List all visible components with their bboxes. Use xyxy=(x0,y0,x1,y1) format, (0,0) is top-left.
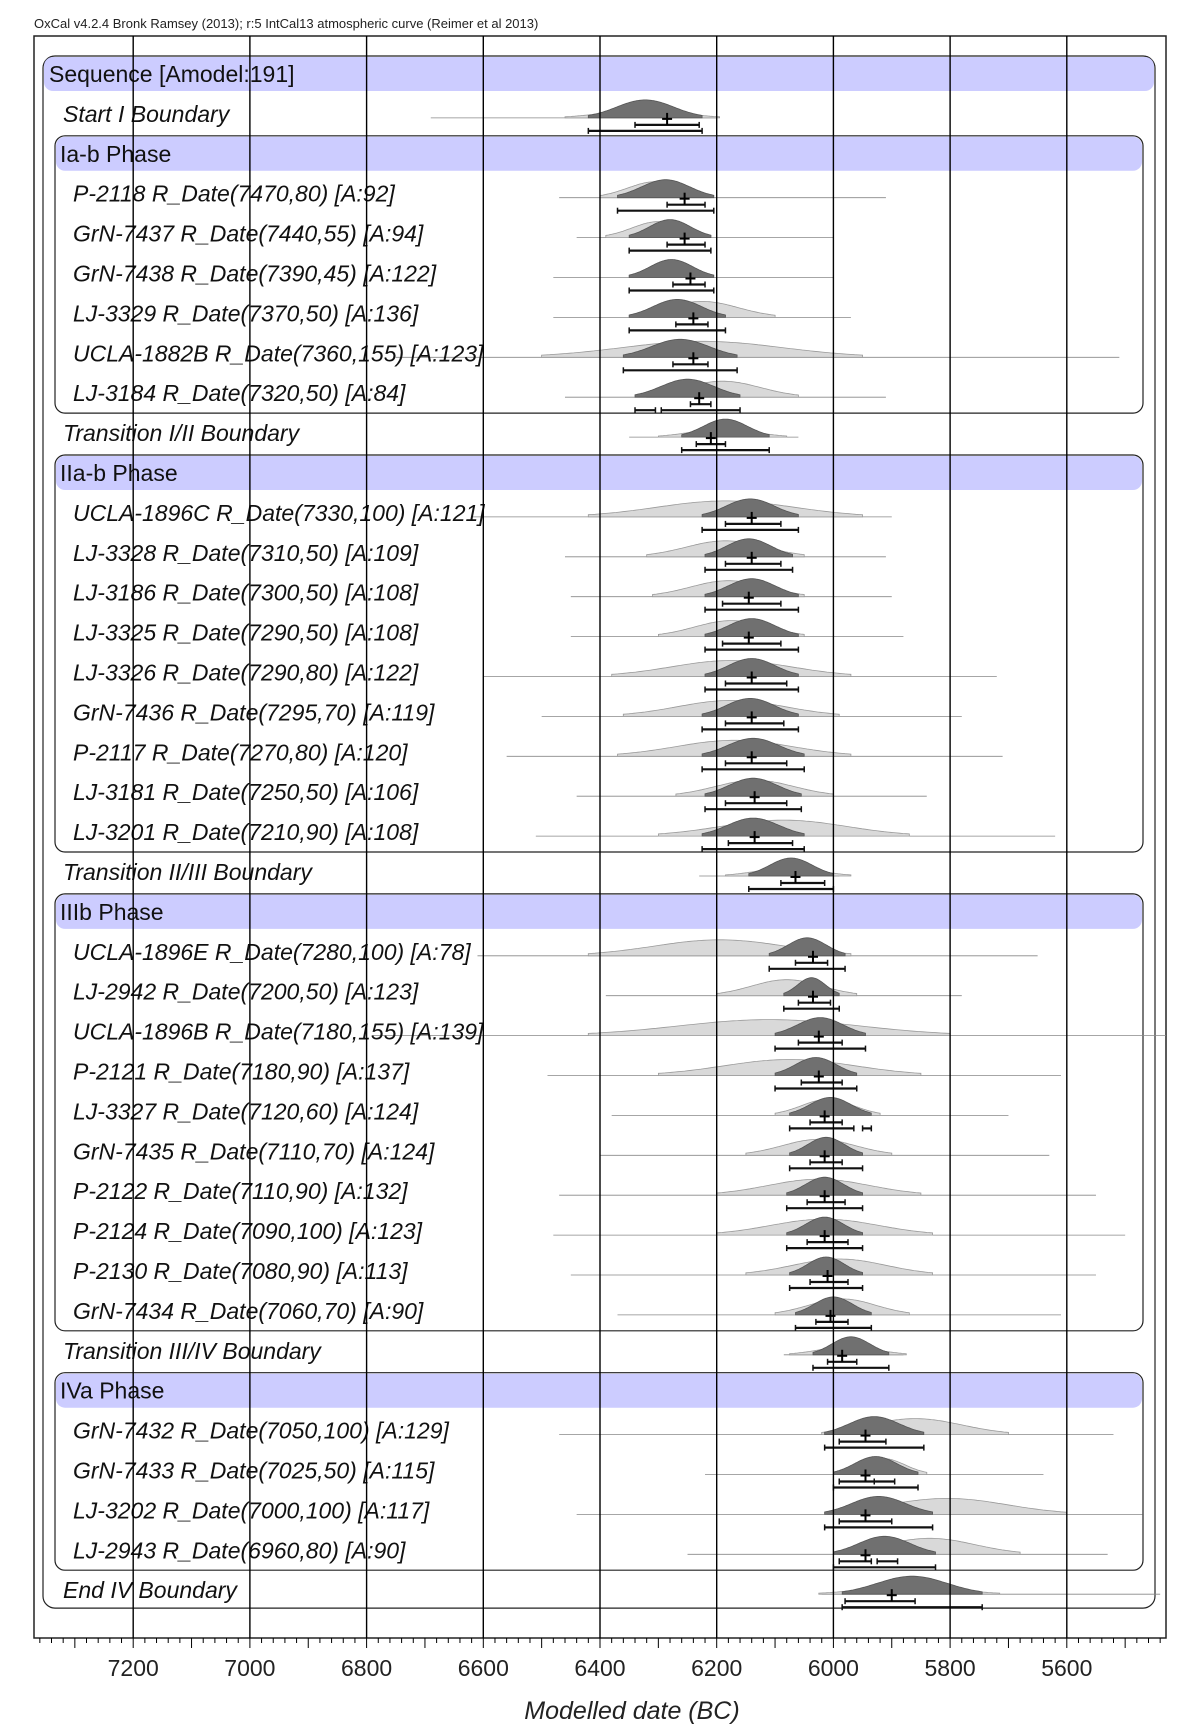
date-label: P-2121 R_Date(7180,90) [A:137] xyxy=(73,1058,410,1085)
posterior-distribution xyxy=(749,858,834,876)
date-label: UCLA-1882B R_Date(7360,155) [A:123] xyxy=(73,340,484,367)
tick-label-6600: 6600 xyxy=(457,1655,509,1681)
tick-label-5800: 5800 xyxy=(924,1655,976,1681)
date-label: P-2122 R_Date(7110,90) [A:132] xyxy=(73,1178,408,1205)
date-label: UCLA-1896E R_Date(7280,100) [A:78] xyxy=(73,938,471,965)
sequence-title: Sequence [Amodel:191] xyxy=(49,61,295,87)
phase-title: IVa Phase xyxy=(60,1377,165,1404)
boundary-label: Transition III/IV Boundary xyxy=(63,1337,321,1364)
date-label: GrN-7433 R_Date(7025,50) [A:115] xyxy=(73,1457,435,1484)
phase-header-bar xyxy=(56,895,1142,929)
posterior-distribution xyxy=(842,1576,982,1594)
boundary-label: Start I Boundary xyxy=(63,100,230,127)
boundary-label: Transition II/III Boundary xyxy=(63,859,312,885)
x-axis xyxy=(40,1638,1160,1681)
phase-header-bar xyxy=(56,456,1142,490)
date-label: LJ-3186 R_Date(7300,50) [A:108] xyxy=(73,579,419,606)
date-label: LJ-3184 R_Date(7320,50) [A:84] xyxy=(73,380,406,407)
posterior-distribution xyxy=(588,100,702,118)
date-label: P-2117 R_Date(7270,80) [A:120] xyxy=(73,739,408,766)
date-label: LJ-3327 R_Date(7120,60) [A:124] xyxy=(73,1098,419,1125)
date-label: P-2130 R_Date(7080,90) [A:113] xyxy=(73,1258,408,1284)
plot-content xyxy=(34,36,1166,1638)
date-label: UCLA-1896C R_Date(7330,100) [A:121] xyxy=(73,499,485,526)
date-label: LJ-3326 R_Date(7290,80) [A:122] xyxy=(73,659,419,686)
posterior-distribution xyxy=(682,419,770,437)
tick-label-6400: 6400 xyxy=(574,1655,626,1681)
x-axis-title: Modelled date (BC) xyxy=(524,1697,740,1725)
date-label: UCLA-1896B R_Date(7180,155) [A:139] xyxy=(73,1018,484,1045)
date-label: GrN-7438 R_Date(7390,45) [A:122] xyxy=(73,260,437,287)
phase-header-bar xyxy=(56,137,1142,171)
tick-label-6800: 6800 xyxy=(341,1655,393,1681)
tick-label-5600: 5600 xyxy=(1041,1655,1093,1681)
date-label: LJ-3181 R_Date(7250,50) [A:106] xyxy=(73,779,419,806)
tick-label-7200: 7200 xyxy=(107,1655,159,1681)
credit-line: OxCal v4.2.4 Bronk Ramsey (2013); r:5 IntCal13 atmospheric curve (Reimer et al 2013) xyxy=(34,16,539,31)
date-label: GrN-7434 R_Date(7060,70) [A:90] xyxy=(73,1297,424,1324)
date-label: LJ-2942 R_Date(7200,50) [A:123] xyxy=(73,978,419,1005)
date-label: GrN-7436 R_Date(7295,70) [A:119] xyxy=(73,699,435,726)
boundary-label: End IV Boundary xyxy=(63,1577,237,1604)
date-label: GrN-7435 R_Date(7110,70) [A:124] xyxy=(73,1138,435,1165)
tick-label-6200: 6200 xyxy=(691,1655,743,1681)
date-label: LJ-3329 R_Date(7370,50) [A:136] xyxy=(73,300,419,327)
posterior-distribution xyxy=(813,1337,889,1355)
date-label: LJ-3202 R_Date(7000,100) [A:117] xyxy=(73,1497,430,1524)
phase-title: Ia-b Phase xyxy=(60,140,172,167)
date-label: LJ-3328 R_Date(7310,50) [A:109] xyxy=(73,539,419,566)
phase-title: IIIb Phase xyxy=(60,898,164,925)
date-label: P-2124 R_Date(7090,100) [A:123] xyxy=(73,1218,423,1245)
tick-label-7000: 7000 xyxy=(224,1655,276,1681)
tick-label-6000: 6000 xyxy=(807,1655,859,1681)
date-label: LJ-3325 R_Date(7290,50) [A:108] xyxy=(73,619,419,646)
phase-title: IIa-b Phase xyxy=(60,460,178,486)
date-label: P-2118 R_Date(7470,80) [A:92] xyxy=(73,180,395,207)
phase-header-bar xyxy=(56,1374,1142,1408)
date-label: GrN-7432 R_Date(7050,100) [A:129] xyxy=(73,1417,449,1444)
date-label: GrN-7437 R_Date(7440,55) [A:94] xyxy=(73,220,424,247)
boundary-label: Transition I/II Boundary xyxy=(63,420,300,447)
date-label: LJ-2943 R_Date(6960,80) [A:90] xyxy=(73,1537,406,1564)
date-label: LJ-3201 R_Date(7210,90) [A:108] xyxy=(73,819,419,846)
